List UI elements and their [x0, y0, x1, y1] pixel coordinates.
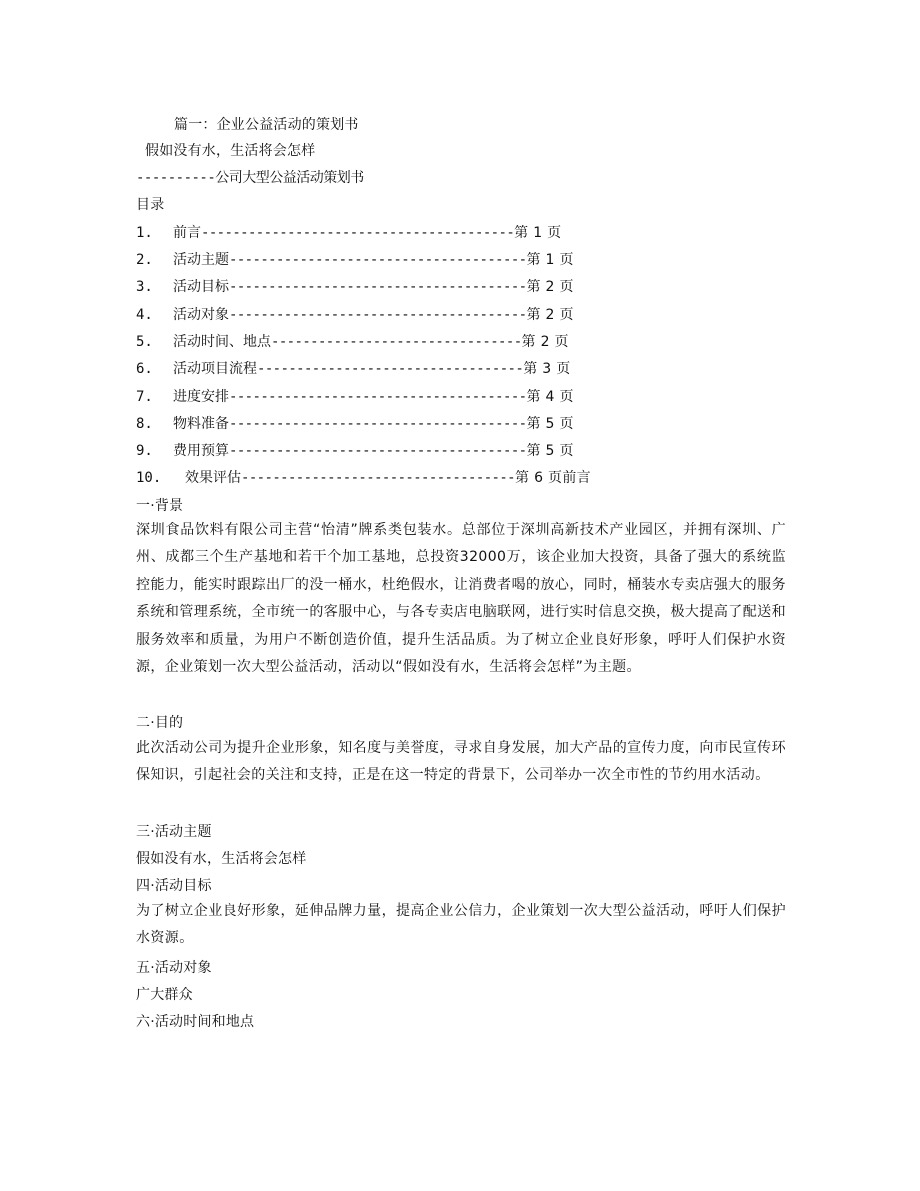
toc-leader: -------------------------------------- [229, 307, 527, 323]
document-subtitle: 假如没有水，生活将会怎样 [145, 143, 316, 159]
toc-number: 7. [136, 389, 153, 405]
toc-page: 第 2 页 [526, 279, 574, 295]
toc-number: 5. [136, 334, 153, 350]
toc-number: 8. [136, 416, 153, 432]
dash-title-line: ----------公司大型公益活动策划书 [136, 170, 364, 186]
section-heading: 三·活动主题 [136, 824, 212, 840]
toc-page: 第 1 页 [514, 225, 562, 241]
section-heading: 二·目的 [136, 715, 184, 731]
toc-label: 活动对象 [173, 307, 229, 323]
toc-row [136, 469, 591, 487]
toc-row [136, 306, 574, 324]
toc-row [136, 224, 561, 242]
toc-page: 第 1 页 [526, 252, 574, 268]
toc-row [136, 278, 574, 296]
toc-heading: 目录 [136, 197, 165, 213]
toc-leader: -------------------------------------- [229, 389, 527, 405]
toc-page: 第 2 页 [526, 307, 574, 323]
toc-leader: -------------------------------------- [229, 416, 527, 432]
toc-leader: -------------------------------- [271, 334, 522, 350]
toc-label: 费用预算 [173, 443, 229, 459]
toc-label: 前言 [173, 225, 201, 241]
section-body: 为了树立企业良好形象，延伸品牌力量，提高企业公信力，企业策划一次大型公益活动，呼吁人们保护水资源。 [136, 903, 786, 947]
toc-leader: -------------------------------------- [229, 252, 527, 268]
section-body: 广大群众 [136, 987, 193, 1003]
toc-leader: ---------------------------------------- [201, 225, 515, 241]
toc-row [136, 251, 574, 269]
toc-leader: ----------------------------------- [241, 470, 516, 486]
toc-page: 第 6 页前言 [515, 470, 591, 486]
toc-number: 9. [136, 443, 153, 459]
toc-page: 第 3 页 [523, 361, 571, 377]
section-heading: 五·活动对象 [136, 960, 212, 976]
toc-page: 第 4 页 [526, 389, 574, 405]
toc-label: 活动项目流程 [173, 361, 257, 377]
toc-number: 10. [136, 470, 162, 486]
toc-number: 4. [136, 307, 153, 323]
toc-row [136, 333, 569, 351]
toc-row [136, 442, 574, 460]
toc-page: 第 5 页 [526, 443, 574, 459]
toc-number: 2. [136, 252, 153, 268]
section-heading: 一·背景 [136, 498, 184, 514]
toc-leader: -------------------------------------- [229, 279, 527, 295]
toc-leader: ---------------------------------- [257, 361, 524, 377]
toc-number: 3. [136, 279, 153, 295]
toc-number: 1. [136, 225, 153, 241]
toc-label: 效果评估 [185, 470, 241, 486]
section-body: 此次活动公司为提升企业形象，知名度与美誉度，寻求自身发展，加大产品的宣传力度，向市民宣传环保知识，引起社会的关注和支持，正是在这一特定的背景下，公司举办一次全市性的节约用水活动。 [136, 740, 786, 784]
toc-label: 活动主题 [173, 252, 229, 268]
toc-row [136, 388, 574, 406]
toc-label: 活动目标 [173, 279, 229, 295]
toc-number: 6. [136, 361, 153, 377]
toc-label: 活动时间、地点 [173, 334, 271, 350]
toc-page: 第 5 页 [526, 416, 574, 432]
section-heading: 四·活动目标 [136, 878, 212, 894]
toc-row [136, 415, 574, 433]
section-body: 深圳食品饮料有限公司主营“怡清”牌系类包装水。总部位于深圳高新技术产业园区，并拥有深圳、广州、成都三个生产基地和若干个加工基地，总投资32000万，该企业加大投资，具备了强大的系统监控能力，能实时跟踪出厂的没一桶水，杜绝假水，让消费者喝的放心，同时，桶装水专卖店强大的服务系统和管理系统，全市统一的客服中心，与各专卖店电脑联网，进行实时信息交换，极大提高了配送和服务效率和质量，为用户不断创造价值，提升生活品质。为了树立企业良好形象，呼吁人们保护水资源，企业策划一次大型公益活动，活动以“假如没有水，生活将会怎样”为主题。 [136, 522, 786, 676]
toc-label: 进度安排 [173, 389, 229, 405]
toc-leader: -------------------------------------- [229, 443, 527, 459]
section-body: 假如没有水，生活将会怎样 [136, 851, 307, 867]
document-title: 篇一：企业公益活动的策划书 [174, 117, 359, 133]
toc-page: 第 2 页 [521, 334, 569, 350]
toc-row [136, 360, 571, 378]
toc-label: 物料准备 [173, 416, 229, 432]
section-heading: 六·活动时间和地点 [136, 1014, 255, 1030]
